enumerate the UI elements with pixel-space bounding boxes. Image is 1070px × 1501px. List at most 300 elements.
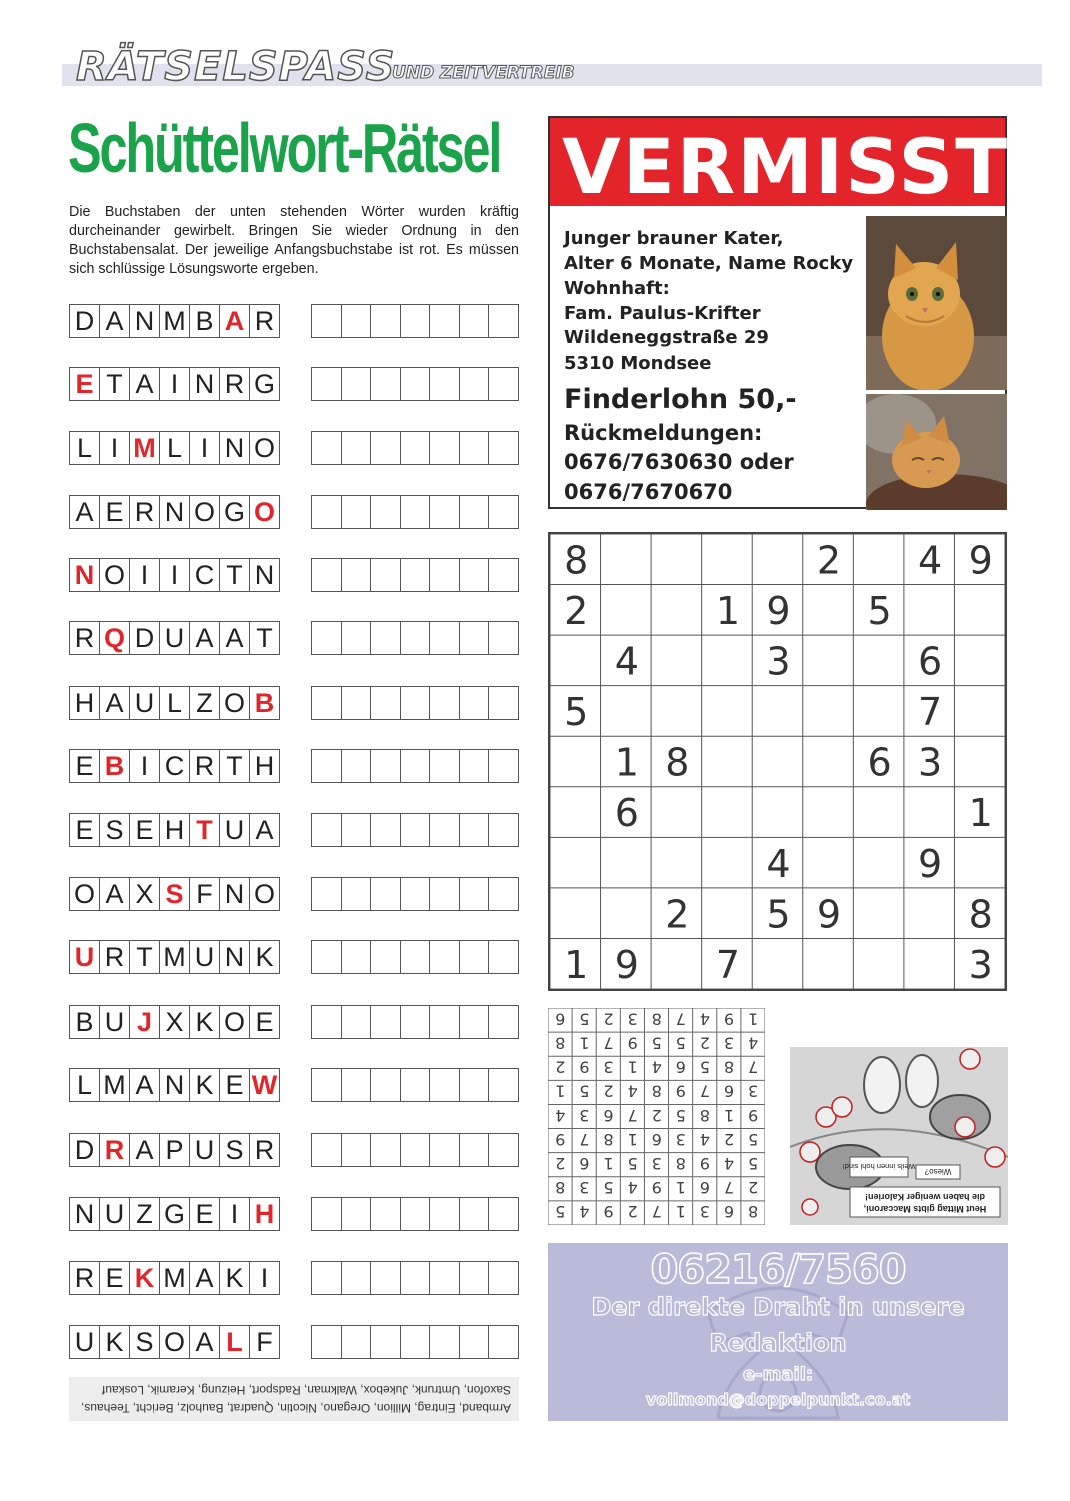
letter-cell: K [220,1262,250,1294]
answer-boxes[interactable] [311,749,519,783]
letter-cell: G [220,496,250,528]
letter-cell: A [255,815,274,845]
answer-cell[interactable] [460,1262,490,1294]
letter-cell: E [70,750,100,782]
solution-digit: 5 [555,1202,566,1222]
answer-cell[interactable] [371,368,401,400]
letter-cell: M [160,1262,190,1294]
answer-cell[interactable] [489,1262,518,1294]
cat-photo-1 [866,216,1007,390]
answer-cell[interactable] [312,1006,342,1038]
letter-cell: O [100,559,130,591]
page-header-subtitle: UND ZEITVERTREIB [392,63,575,83]
answer-cell[interactable] [312,496,342,528]
answer-boxes[interactable] [311,1197,519,1231]
answer-boxes[interactable] [311,877,519,911]
letter-cell: E [100,496,130,528]
answer-cell[interactable] [430,1006,460,1038]
scrambled-letters [69,813,280,847]
answer-boxes[interactable] [311,1068,519,1102]
solution-digit: 1 [723,1105,735,1125]
answer-cell[interactable] [401,1069,431,1101]
letter-cell: D [70,305,100,337]
letter-cell: N [160,1069,190,1101]
answer-cell[interactable] [430,814,460,846]
letter-cell-start: B [100,750,130,782]
letter-cell: I [100,432,130,464]
answer-cell[interactable] [430,368,460,400]
answer-boxes[interactable] [311,431,519,465]
answer-cell[interactable] [460,1069,490,1101]
editorial-phone: 06216/7560 [650,1247,906,1293]
letter-cell: L [70,432,100,464]
answer-cell[interactable] [342,814,372,846]
answer-cell[interactable] [489,1134,518,1166]
contact-box [548,1243,1008,1421]
cat-description-1: Junger brauner Kater, [564,228,784,249]
answer-cell[interactable] [460,750,490,782]
answer-cell[interactable] [401,368,431,400]
answer-cell[interactable] [401,1198,431,1230]
contact-phone-1: 0676/7630630 oder [564,450,794,474]
scrambled-letters [69,431,280,465]
answer-cell[interactable] [312,559,342,591]
answer-cell[interactable] [489,368,518,400]
scrambled-letters [69,367,280,401]
answer-cell[interactable] [460,622,490,654]
answer-cell[interactable] [312,687,342,719]
solution-digit: 5 [748,1129,759,1149]
letter-cell: A [190,1262,220,1294]
solution-digit: 7 [699,1081,711,1101]
sudoku-digit: 8 [968,892,993,937]
scrambled-letters [69,686,280,720]
email-address[interactable]: vollmond@doppelpunkt.co.at [645,1390,911,1409]
answer-cell[interactable] [430,1069,460,1101]
scrambled-letters [69,877,280,911]
answer-boxes[interactable] [311,1261,519,1295]
answer-cell[interactable] [430,496,460,528]
answer-cell[interactable] [342,368,372,400]
solution-digit: 8 [748,1202,759,1222]
solution-digit: 8 [651,1081,662,1101]
letter-cell: S [220,1134,250,1166]
answer-cell[interactable] [342,1006,372,1038]
puzzle-instructions: Die Buchstaben der unten stehenden Wörter wurden kräftig durcheinander gewirbelt. Bringen Sie wieder Ordnung in den Buchstabensalat. Der jeweilige Anfangsbuchstabe ist rot. Es müssen sich schlüssige Lösungsworte ergeben. [69,204,519,277]
letter-cell: S [100,814,130,846]
solution-digit: 3 [603,1057,614,1077]
letter-cell: U [190,1134,220,1166]
answer-cell[interactable] [342,305,372,337]
answer-boxes[interactable] [311,304,519,338]
letter-cell: N [190,368,220,400]
answer-cell[interactable] [460,1198,490,1230]
answer-cell[interactable] [489,432,518,464]
letter-cell: A [130,1134,160,1166]
answer-cell[interactable] [312,1134,342,1166]
answer-cell[interactable] [401,559,431,591]
sudoku-digit: 5 [564,690,589,735]
letter-cell: T [220,750,250,782]
letter-cell: R [70,1262,100,1294]
answer-cell[interactable] [489,496,518,528]
answer-cell[interactable] [401,878,431,910]
answer-cell[interactable] [312,750,342,782]
answer-cell[interactable] [489,941,518,973]
answer-cell[interactable] [312,1326,342,1358]
answer-boxes[interactable] [311,367,519,401]
answer-cell[interactable] [401,622,431,654]
answer-cell[interactable] [460,305,490,337]
letter-cell-start: W [251,1070,278,1100]
answer-cell[interactable] [371,687,401,719]
answer-cell[interactable] [489,559,518,591]
answer-boxes[interactable] [311,686,519,720]
letter-cell: U [160,622,190,654]
answer-cell[interactable] [489,814,518,846]
letter-cell: R [130,496,160,528]
answer-cell[interactable] [312,1262,342,1294]
solution-digit: 7 [675,1009,686,1029]
answer-cell[interactable] [401,941,431,973]
solution-digit: 4 [699,1129,711,1149]
answer-cell[interactable] [401,750,431,782]
solution-digit: 4 [748,1033,759,1053]
contact-phone-2: 0676/7670670 [564,480,733,504]
letter-cell: G [160,1198,190,1230]
answer-cell[interactable] [342,1326,372,1358]
solution-digit: 2 [723,1129,735,1149]
scrambled-letters [69,749,280,783]
letter-cell-start: S [160,878,190,910]
answer-cell[interactable] [489,622,518,654]
answer-cell[interactable] [489,687,518,719]
answer-cell[interactable] [460,559,490,591]
answer-cell[interactable] [489,1006,518,1038]
solution-digit: 6 [651,1129,662,1149]
letter-cell: M [160,941,190,973]
answer-cell[interactable] [489,750,518,782]
scrambled-letters [69,1197,280,1231]
solution-digit: 3 [699,1202,711,1222]
answer-cell[interactable] [342,559,372,591]
solution-digit: 3 [748,1081,759,1101]
solution-digit: 8 [603,1129,614,1149]
solution-digit: 3 [627,1009,638,1029]
letter-cell: D [130,622,160,654]
answer-cell[interactable] [342,1262,372,1294]
answer-cell[interactable] [430,1198,460,1230]
solution-digit: 6 [723,1081,735,1101]
letter-cell: I [160,559,190,591]
contact-label: Rückmeldungen: [564,421,763,445]
answer-cell[interactable] [371,1006,401,1038]
editorial-line-2: Redaktion [709,1329,847,1357]
letter-cell: E [130,814,160,846]
answer-cell[interactable] [401,496,431,528]
answer-boxes[interactable] [311,558,519,592]
sudoku-digit: 6 [614,791,639,836]
solution-digit: 5 [651,1033,662,1053]
letter-cell: N [254,560,275,590]
answer-boxes[interactable] [311,1133,519,1167]
vermisst-banner [550,118,1010,211]
answer-cell[interactable] [312,622,342,654]
answer-boxes[interactable] [311,813,519,847]
answer-cell[interactable] [430,305,460,337]
sudoku-digit: 6 [867,740,892,785]
answer-cell[interactable] [371,1134,401,1166]
sudoku-digit: 1 [715,588,741,633]
letter-cell: A [70,496,100,528]
answer-cell[interactable] [342,878,372,910]
solution-digit: 3 [579,1105,590,1125]
solution-digit: 9 [748,1105,759,1125]
letter-cell-start: J [130,1006,160,1038]
answer-cell[interactable] [312,878,342,910]
scrambled-letters [69,1005,280,1039]
solution-digit: 2 [748,1178,759,1198]
letter-cell: F [256,1327,273,1357]
answer-boxes[interactable] [311,495,519,529]
solution-strip [69,1377,519,1421]
letter-cell: A [100,687,130,719]
answer-cell[interactable] [430,432,460,464]
answer-cell[interactable] [312,1069,342,1101]
answer-cell[interactable] [401,1134,431,1166]
letter-cell: U [130,687,160,719]
answer-cell[interactable] [460,368,490,400]
answer-cell[interactable] [371,559,401,591]
letter-cell: L [160,432,190,464]
answer-cell[interactable] [371,1326,401,1358]
answer-boxes[interactable] [311,1005,519,1039]
letter-cell-start: R [100,1134,130,1166]
cat-description-2: Alter 6 Monate, Name Rocky [564,253,854,274]
answer-cell[interactable] [371,1262,401,1294]
answer-cell[interactable] [430,622,460,654]
answer-cell[interactable] [460,1006,490,1038]
letter-cell: H [160,814,190,846]
solution-digit: 1 [627,1057,638,1077]
letter-cell: A [130,1069,160,1101]
solution-digit: 2 [603,1081,614,1101]
answer-cell[interactable] [371,878,401,910]
letter-cell: R [100,941,130,973]
answer-cell[interactable] [371,622,401,654]
letter-cell: G [253,369,275,399]
letter-cell: R [254,306,275,336]
answer-cell[interactable] [342,1134,372,1166]
solution-digit: 9 [699,1153,711,1173]
answer-cell[interactable] [401,305,431,337]
sudoku-digit: 9 [968,538,993,583]
letter-cell: C [190,559,220,591]
answer-cell[interactable] [460,687,490,719]
cartoon [790,1047,1008,1225]
answer-cell[interactable] [430,559,460,591]
letter-cell: N [220,878,250,910]
answer-cell[interactable] [401,687,431,719]
scrambled-letters [69,558,280,592]
answer-cell[interactable] [371,750,401,782]
letter-cell: L [70,1069,100,1101]
answer-cell[interactable] [401,1262,431,1294]
letter-cell: A [190,1326,220,1358]
answer-cell[interactable] [342,1069,372,1101]
letter-cell: F [190,878,220,910]
answer-cell[interactable] [371,305,401,337]
letter-cell: T [220,559,250,591]
letter-cell-start: T [190,814,220,846]
answer-cell[interactable] [430,1326,460,1358]
sudoku-digit: 9 [918,841,943,886]
letter-cell: C [160,750,190,782]
answer-cell[interactable] [312,941,342,973]
answer-cell[interactable] [342,432,372,464]
solution-digit: 5 [748,1153,759,1173]
solution-digit: 1 [555,1081,566,1101]
answer-cell[interactable] [430,878,460,910]
letter-cell-start: H [254,1199,275,1229]
solution-digit: 7 [748,1057,759,1077]
answer-cell[interactable] [489,1198,518,1230]
solution-digit: 4 [627,1081,638,1101]
letter-cell: K [100,1326,130,1358]
answer-cell[interactable] [371,941,401,973]
letter-cell: I [160,368,190,400]
letter-cell: H [254,751,275,781]
letter-cell: I [190,432,220,464]
answer-cell[interactable] [312,1198,342,1230]
reward-text: Finderlohn 50,- [564,384,797,415]
answer-cell[interactable] [371,1198,401,1230]
answer-cell[interactable] [401,1326,431,1358]
answer-cell[interactable] [460,1134,490,1166]
answer-cell[interactable] [489,878,518,910]
answer-cell[interactable] [460,941,490,973]
answer-cell[interactable] [312,305,342,337]
solution-digit: 9 [555,1129,566,1149]
solution-digit: 9 [603,1202,614,1222]
letter-cell: T [256,623,273,653]
letter-cell: X [130,878,160,910]
solution-digit: 7 [627,1105,638,1125]
letter-cell: N [160,496,190,528]
letter-cell: R [254,1135,275,1165]
answer-cell[interactable] [401,1006,431,1038]
answer-boxes[interactable] [311,1325,519,1359]
answer-cell[interactable] [342,622,372,654]
answer-cell[interactable] [371,814,401,846]
answer-cell[interactable] [460,432,490,464]
answer-cell[interactable] [342,687,372,719]
solution-digit: 2 [699,1033,711,1053]
answer-cell[interactable] [312,814,342,846]
letter-cell-start: O [253,497,275,527]
cartoon-bubble-1: Wieso? [924,1167,952,1176]
solution-digit: 8 [675,1153,686,1173]
answer-cell[interactable] [371,1069,401,1101]
answer-cell[interactable] [401,432,431,464]
sudoku-digit: 1 [564,942,589,987]
answer-cell[interactable] [430,1262,460,1294]
sudoku-digit: 8 [665,740,690,785]
solution-digit: 5 [675,1033,686,1053]
answer-cell[interactable] [371,496,401,528]
letter-cell: N [220,432,250,464]
answer-cell[interactable] [460,496,490,528]
cartoon-caption-1: Heut Mittag gibts Maccaroni, [863,1204,987,1214]
scrambled-letters [69,1261,280,1295]
answer-cell[interactable] [312,368,342,400]
answer-cell[interactable] [430,1134,460,1166]
solution-digit: 6 [723,1202,735,1222]
letter-cell: K [190,1006,220,1038]
answer-cell[interactable] [342,750,372,782]
answer-cell[interactable] [460,878,490,910]
letter-cell: K [255,942,274,972]
answer-cell[interactable] [342,941,372,973]
answer-cell[interactable] [401,814,431,846]
solution-digit: 3 [723,1033,735,1053]
answer-boxes[interactable] [311,621,519,655]
letter-cell: O [160,1326,190,1358]
letter-cell: U [220,814,250,846]
letter-cell: A [100,305,130,337]
letter-cell: L [160,687,190,719]
editorial-line-1: Der direkte Draht in unsere [591,1293,965,1321]
owner-city: 5310 Mondsee [564,353,712,374]
letter-cell: O [70,878,100,910]
answer-cell[interactable] [460,814,490,846]
answer-cell[interactable] [430,687,460,719]
answer-cell[interactable] [489,1069,518,1101]
sudoku-digit: 4 [918,538,943,583]
answer-cell[interactable] [371,432,401,464]
letter-cell: Z [130,1198,160,1230]
solution-digit: 2 [555,1057,566,1077]
letter-cell: I [260,1263,269,1293]
answer-cell[interactable] [342,496,372,528]
letter-cell: I [130,559,160,591]
letter-cell: A [130,368,160,400]
sudoku-digit: 3 [968,942,993,987]
answer-boxes[interactable] [311,940,519,974]
answer-cell[interactable] [489,1326,518,1358]
solution-digit: 5 [603,1178,614,1198]
solution-digit: 4 [627,1178,638,1198]
sudoku-digit: 9 [816,892,842,937]
letter-cell: O [253,879,275,909]
answer-cell[interactable] [430,941,460,973]
solution-digit: 3 [651,1153,662,1173]
scrambled-letters [69,304,280,338]
solution-digit: 9 [579,1057,590,1077]
scrambled-letters [69,495,280,529]
answer-cell[interactable] [430,750,460,782]
answer-cell[interactable] [489,305,518,337]
solution-digit: 8 [699,1105,711,1125]
answer-cell[interactable] [460,1326,490,1358]
vermisst-title: VERMISST [562,122,1010,211]
letter-cell: E [190,1198,220,1230]
puzzle-title: Schüttelwort-Rätsel [68,109,501,187]
solution-digit: 5 [699,1057,711,1077]
letter-cell: R [70,622,100,654]
answer-cell[interactable] [342,1198,372,1230]
answer-cell[interactable] [312,432,342,464]
